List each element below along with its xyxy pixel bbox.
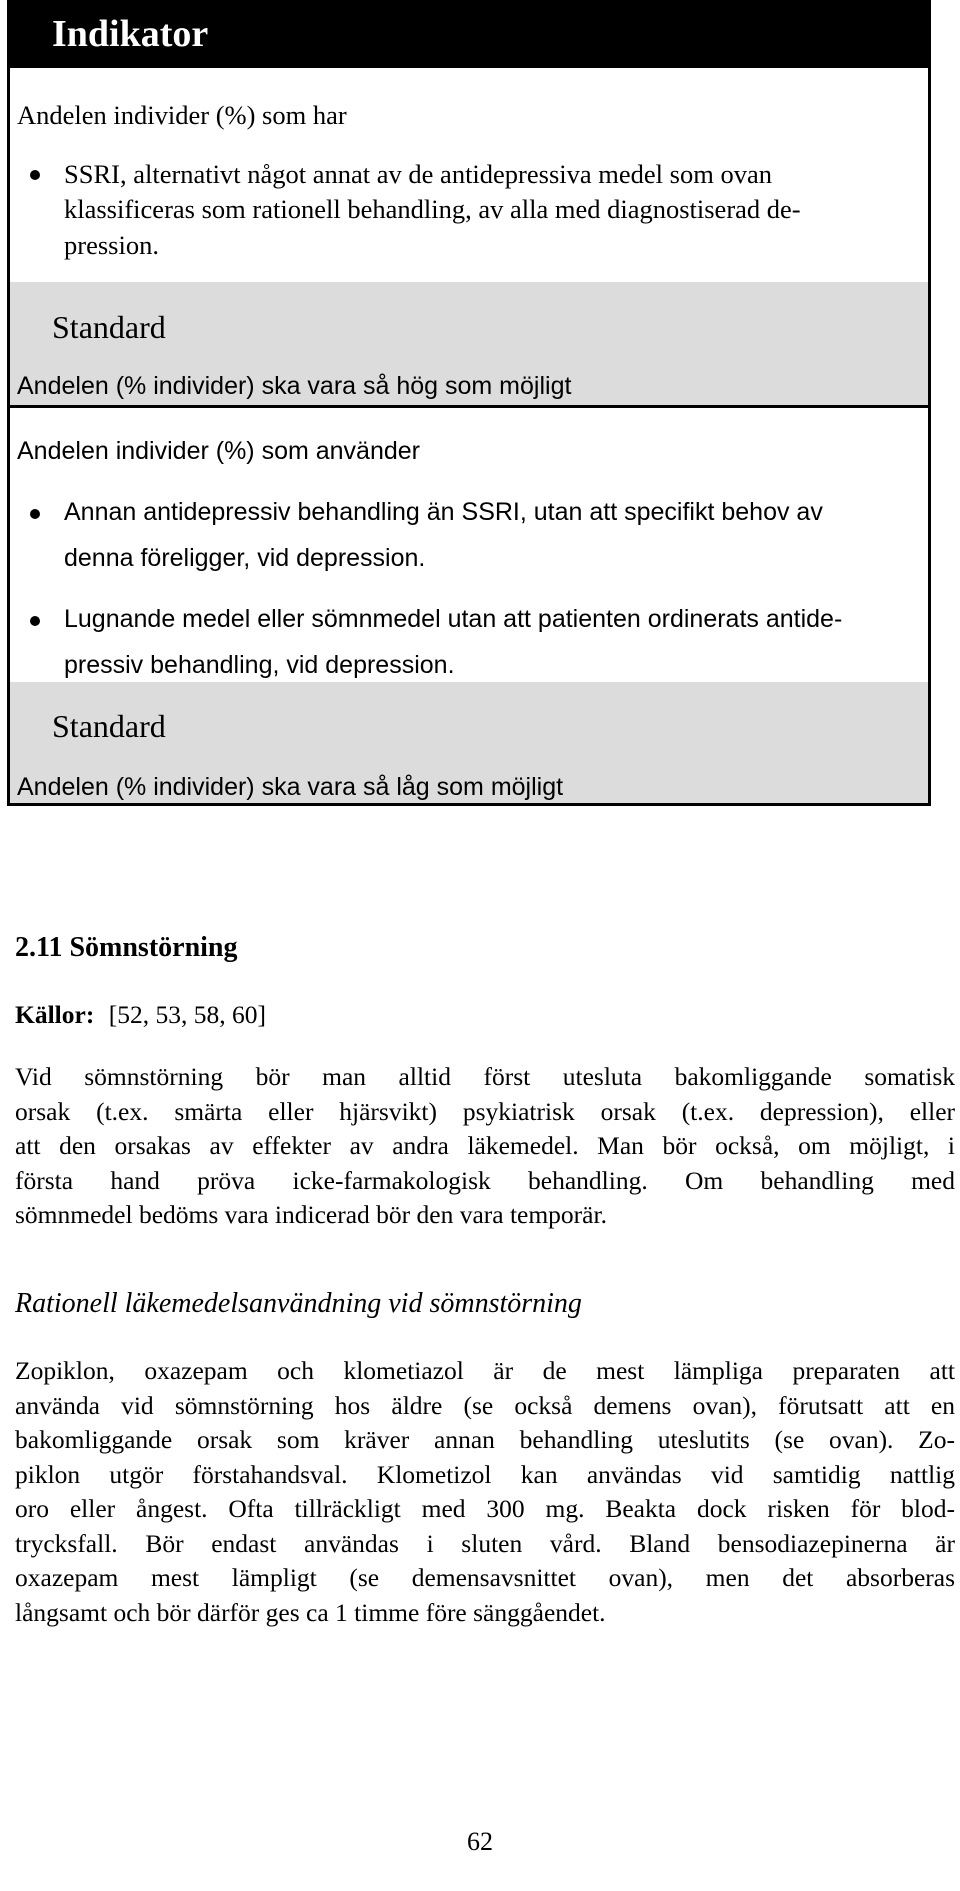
paragraph-2-line: använda vid sömnstörning hos äldre (se också demens ovan), förutsatt att en: [15, 1390, 955, 1420]
sources-line: [15, 998, 266, 1032]
intro-text-1: Andelen individer (%) som har: [17, 100, 347, 130]
bullet-dot: [30, 509, 40, 519]
paragraph-2-line: oxazepam mest lämpligt (se demensavsnittet ovan), men det absorberas: [15, 1563, 955, 1592]
paragraph-1: [15, 1060, 955, 1233]
bullet1-line1: SSRI, alternativt något annat av de antidepressiva medel som ovan: [64, 159, 772, 189]
paragraph-2-line: långsamt och bör därför ges ca 1 timme före sänggåendet.: [15, 1597, 606, 1627]
bullet3-line1: Lugnande medel eller sömnmedel utan att patienten ordinerats antide-: [64, 605, 843, 633]
section-heading: 2.11 Sömnstörning: [15, 932, 238, 963]
paragraph-2-line: piklon utgör förstahandsval. Klometizol kan användas vid samtidig nattlig: [15, 1459, 955, 1489]
indicator-header: Indikator: [10, 0, 928, 68]
paragraph-2-line: Zopiklon, oxazepam och klometiazol är de mest lämpliga preparaten att: [15, 1356, 955, 1385]
paragraph-1-line: sömnmedel bedöms vara indicerad bör den vara temporär.: [15, 1200, 607, 1229]
paragraph-1-line: att den orsakas av effekter av andra läkemedel. Man bör också, om möjligt, i: [15, 1131, 955, 1160]
bullet2-line1: Annan antidepressiv behandling än SSRI, utan att specifikt behov av: [64, 498, 823, 526]
bullet1-line2: klassificeras som rationell behandling, av alla med diagnostiserad de-: [64, 194, 801, 224]
intro-text-2: Andelen individer (%) som använder: [17, 437, 420, 465]
bullet2-line2: denna föreligger, vid depression.: [64, 544, 426, 572]
paragraph-2-line: trycksfall. Bör endast användas i sluten vård. Bland bensodiazepinerna är: [15, 1528, 955, 1558]
bullet1-line3: pression.: [64, 230, 159, 260]
sources-label: Källor:: [15, 1000, 95, 1029]
paragraph-1-line: orsak (t.ex. smärta eller hjärsvikt) psykiatrisk orsak (t.ex. depression), eller: [15, 1096, 955, 1126]
bullet-dot: [30, 170, 40, 180]
page-number: 62: [467, 1827, 493, 1856]
standard-label-1: Standard: [52, 309, 166, 345]
paragraph-1-line: första hand pröva icke-farmakologisk behandling. Om behandling med: [15, 1165, 955, 1195]
standard-text-2: Andelen (% individer) ska vara så låg som möjligt: [17, 773, 564, 801]
standard-label-2: Standard: [52, 708, 166, 744]
sources-value: [52, 53, 58, 60]: [108, 1000, 266, 1029]
paragraph-2: [15, 1354, 955, 1630]
paragraph-1-line: Vid sömnstörning bör man alltid först utesluta bakomliggande somatisk: [15, 1062, 955, 1091]
divider-line: [10, 405, 928, 408]
bullet3-line2: pressiv behandling, vid depression.: [64, 651, 455, 679]
paragraph-2-line: oro eller ångest. Ofta tillräckligt med 300 mg. Beakta dock risken för blod-: [15, 1494, 955, 1523]
bullet-dot: [30, 616, 40, 626]
indicator-box: [7, 0, 931, 806]
standard-text-1: Andelen (% individer) ska vara så hög som möjligt: [17, 372, 572, 400]
paragraph-2-line: bakomliggande orsak som kräver annan behandling uteslutits (se ovan). Zo-: [15, 1425, 955, 1454]
subheading: Rationell läkemedelsanvändning vid sömnstörning: [15, 1288, 582, 1319]
